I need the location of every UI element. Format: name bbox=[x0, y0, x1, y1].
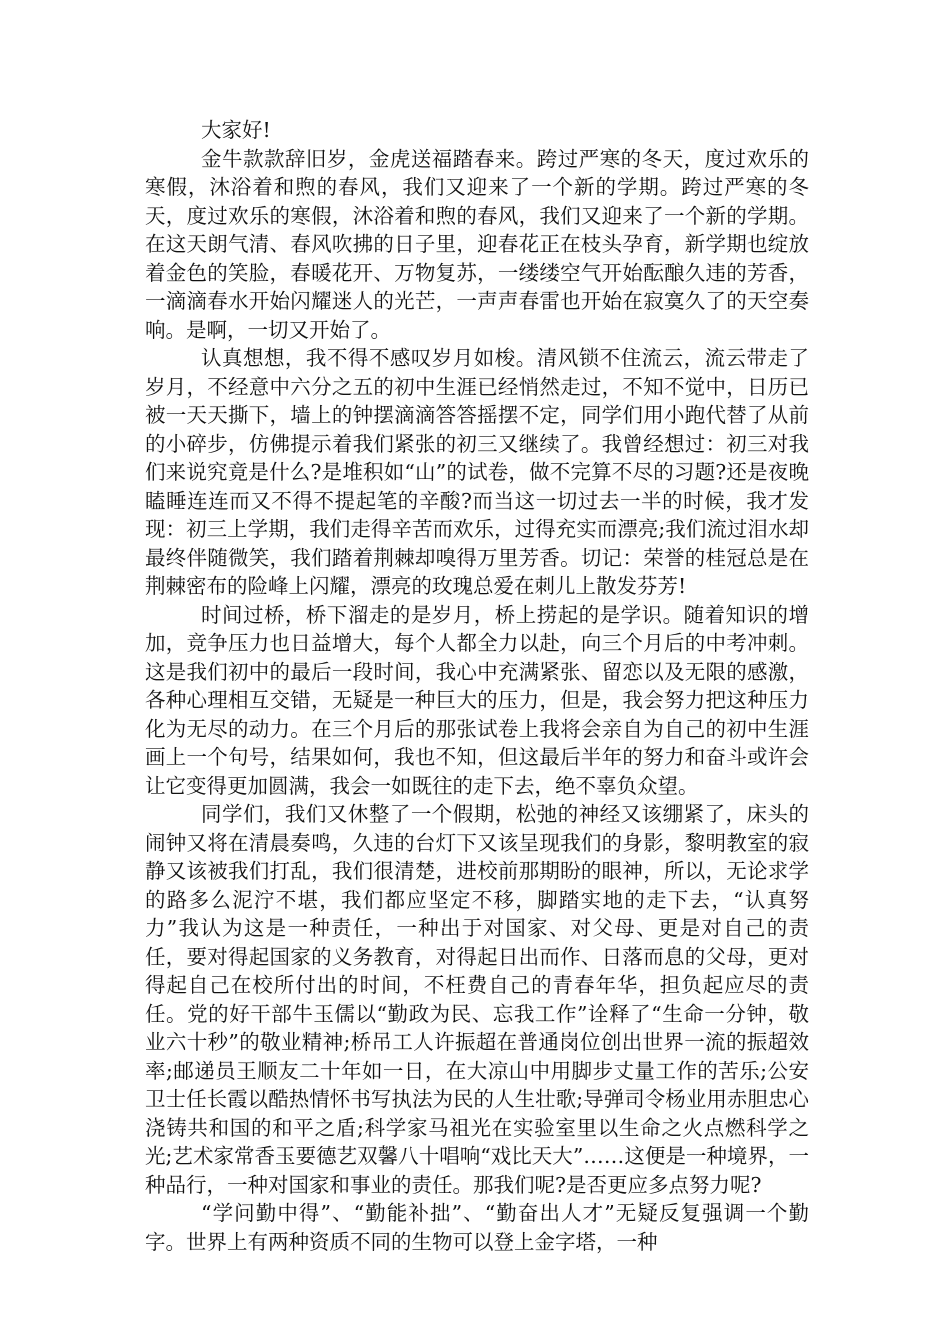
paragraph-2: 认真想想，我不得不感叹岁月如梭。清风锁不住流云，流云带走了岁月，不经意中六分之五的初中生涯已经悄然走过，不知不觉中，日历已被一天天撕下，墙上的钟摆滴滴答答摇摆不定，同学们用小跑代替了从前的小碎步，仿佛提示着我们紧张的初三又继续了。我曾经想过：初三对我们来说究竟是什么?是堆积如“山”的试卷，做不完算不尽的习题?还是夜晚瞌睡连连而又不得不提起笔的辛酸?而当这一切过去一半的时候，我才发现：初三上学期，我们走得辛苦而欢乐，过得充实而漂亮;我们流过泪水却最终伴随微笑，我们踏着荆棘却嗅得万里芳香。切记：荣誉的桂冠总是在荆棘密布的险峰上闪耀，漂亮的玫瑰总爱在刺儿上散发芬芳! bbox=[145, 346, 809, 598]
paragraph-1: 金牛款款辞旧岁，金虎送福踏春来。跨过严寒的冬天，度过欢乐的寒假，沐浴着和煦的春风，我们又迎来了一个新的学期。跨过严寒的冬天，度过欢乐的寒假，沐浴着和煦的春风，我们又迎来了一个新的学期。在这天朗气清、春风吹拂的日子里，迎春花正在枝头孕育，新学期也绽放着金色的笑脸，春暖花开、万物复苏，一缕缕空气开始酝酿久违的芳香，一滴滴春水开始闪耀迷人的光芒，一声声春雷也开始在寂寞久了的天空奏响。是啊，一切又开始了。 bbox=[145, 146, 809, 342]
greeting-line: 大家好! bbox=[201, 118, 271, 142]
paragraph-3: 时间过桥，桥下溜走的是岁月，桥上捞起的是学识。随着知识的增加，竞争压力也日益增大，每个人都全力以赴，向三个月后的中考冲刺。这是我们初中的最后一段时间，我心中充满紧张、留恋以及无限的感激，各种心理相互交错，无疑是一种巨大的压力，但是，我会努力把这种压力化为无尽的动力。在三个月后的那张试卷上我将会亲自为自己的初中生涯画上一个句号，结果如何，我也不知，但这最后半年的努力和奋斗或许会让它变得更加圆满，我会一如既往的走下去，绝不辜负众望。 bbox=[145, 602, 809, 798]
paragraph-5: “学问勤中得”、“勤能补拙”、“勤奋出人才”无疑反复强调一个勤字。世界上有两种资质不同的生物可以登上金字塔，一种 bbox=[145, 1201, 809, 1254]
paragraph-4: 同学们，我们又休整了一个假期，松弛的神经又该绷紧了，床头的闹钟又将在清晨奏鸣，久违的台灯下又该呈现我们的身影，黎明教室的寂静又该被我们打乱，我们很清楚，进校前那期盼的眼神，所以，无论求学的路多么泥泞不堪，我们都应坚定不移，脚踏实地的走下去，“认真努力”我认为这是一种责任，一种出于对国家、对父母、更是对自己的责任，要对得起国家的义务教育，对得起日出而作、日落而息的父母，更对得起自己在校所付出的时间，不枉费自己的青春年华，担负起应尽的责任。党的好干部牛玉儒以“勤政为民、忘我工作”诠释了“生命一分钟，敬业六十秒”的敬业精神;桥吊工人许振超在普通岗位创出世界一流的振超效率;邮递员王顺友二十年如一日，在大凉山中用脚步丈量工作的苦乐;公安卫士任长霞以酷热情怀书写执法为民的人生壮歌;导弹司令杨业用赤胆忠心浇铸共和国的和平之盾;科学家马祖光在实验室里以生命之火点燃科学之光;艺术家常香玉要德艺双馨八十唱响“戏比天大”……这便是一种境界，一种品行，一种对国家和事业的责任。那我们呢?是否更应多点努力呢? bbox=[145, 802, 809, 1197]
document-body bbox=[145, 116, 809, 1256]
